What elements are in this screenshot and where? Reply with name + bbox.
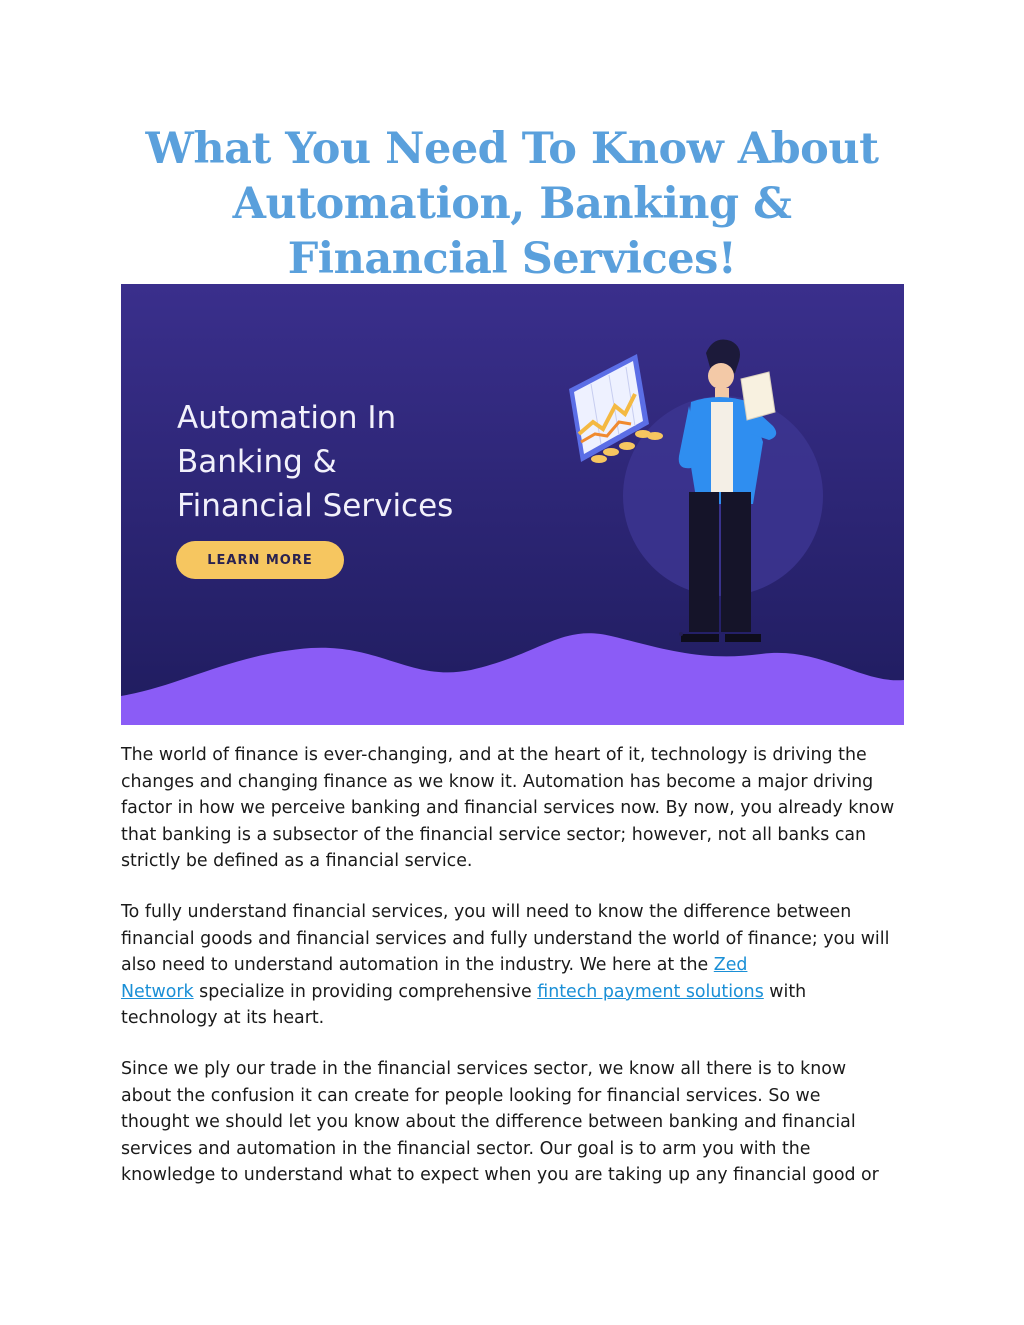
hero-heading-line: Banking & [177,444,337,480]
paragraph-line [121,979,911,1006]
hero-banner[interactable] [121,284,904,725]
paragraph-line: that banking is a subsector of the financial service sector; however, not all banks can [121,824,867,845]
paragraph-line: strictly be defined as a financial service. [121,851,473,872]
paragraph-sector [121,1056,911,1189]
title-line: What You Need To Know About [145,124,879,174]
paragraph-line: changes and changing finance as we know it. Automation has become a major driving [121,771,874,792]
paragraph-line: Since we ply our trade in the financial services sector, we know all there is to know [121,1058,847,1079]
article-body [121,742,911,1213]
title-line: Automation, Banking & [232,179,792,229]
zed-network-link[interactable]: Zed [713,955,748,976]
paragraph-intro [121,742,911,875]
paragraph-line [121,952,911,979]
paragraph-line: factor in how we perceive banking and financial services now. By now, you already know [121,798,895,819]
paragraph-line: thought we should let you know about the difference between banking and financial [121,1112,856,1133]
paragraph-line: financial goods and financial services and fully understand the world of finance; you will [121,928,890,949]
paragraph-understanding [121,899,911,1032]
paragraph-line: about the confusion it can create for people looking for financial services. So we [121,1085,821,1106]
text-fragment: specialize in providing comprehensive [193,981,538,1002]
learn-more-button[interactable]: LEARN MORE [176,541,344,579]
title-line: Financial Services! [287,234,737,284]
hero-heading-line: Automation In [177,400,397,436]
hero-heading [177,396,557,528]
paragraph-line: knowledge to understand what to expect when you are taking up any financial good or [121,1165,879,1186]
text-fragment: also need to understand automation in the industry. We here at the [121,955,714,976]
page-title [100,122,924,287]
fintech-payment-solutions-link[interactable]: fintech payment solutions [537,981,764,1002]
paragraph-line: technology at its heart. [121,1008,325,1029]
text-fragment: with [763,981,807,1002]
zed-network-link-continued[interactable]: Network [121,981,194,1002]
paragraph-line: services and automation in the financial sector. Our goal is to arm you with the [121,1138,811,1159]
paragraph-line: The world of finance is ever-changing, and at the heart of it, technology is driving the [121,745,867,765]
paragraph-line: To fully understand financial services, you will need to know the difference between [121,901,852,922]
hero-heading-line: Financial Services [177,488,454,524]
